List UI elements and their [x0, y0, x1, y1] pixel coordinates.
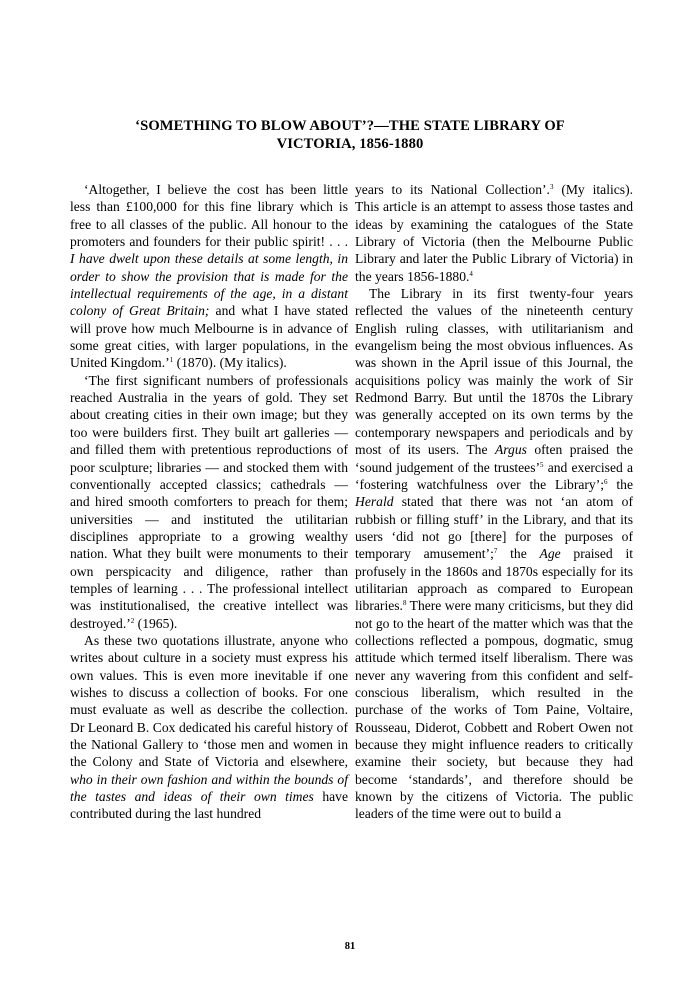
quotation-2 — [70, 372, 348, 632]
body-text: years to its National Collection’. — [355, 182, 550, 197]
body-paragraph — [355, 181, 633, 285]
footnote-ref: 2 — [130, 616, 135, 625]
body-text-cont: (My italics). This article is an attempt to assess those tastes and ideas by examining the catalogues of the State Library of Victoria (then the Melbourne Public Library and later the Public Library of Victoria) in the years 1856-1880. — [355, 182, 633, 284]
body-text: stated that there was not ‘an atom of rubbish or filling stuff’ in the Library, and that its users ‘did not go [there] for the purposes of temporary amusement’; — [355, 494, 633, 562]
footnote-ref: 6 — [604, 477, 608, 486]
body-paragraph — [355, 285, 633, 823]
quotation-2-text: ‘The first significant numbers of professionals reached Australia in the years of gold. They set about creating cities in their own image; but they too were builders first. They built art galleries — and filled them with pretentious reproductions of poor sculpture; libraries — and stocked them with conventionally accepted classics; cathedrals — and hired smooth comforters to preach for them; universities — and instituted the utilitarian disciplines appropriate to a growing wealthy nation. What they built were monuments to their own perspicacity and diligence, rather than temples of learning . . . The professional intellect was institutionalised, the creative intellect was destroyed.’ — [70, 372, 348, 631]
newspaper-title-argus: Argus — [494, 442, 527, 458]
footnote-ref: 7 — [493, 547, 498, 556]
body-text: The Library in its first twenty-four years reflected the values of the nineteenth century English ruling classes, with utilitarianism and evangelism being the most obvious influences. As was shown in the April issue of this Journal, the acquisitions policy was mainly the work of Sir Redmond Barry. But until the 1870s the Library was generally accepted on its own terms by the contemporary newspapers and periodicals and by most of its users. The — [355, 286, 633, 458]
page-number: 81 — [344, 941, 356, 952]
body-text-italic: who in their own fashion and within the bounds of the tastes and ideas of their own times — [70, 771, 348, 805]
body-paragraph — [70, 632, 348, 823]
body-text: As these two quotations illustrate, anyone who writes about culture in a society must express his own values. This is even more inevitable if one wishes to discuss a collection of books. For one must evaluate as well as describe the collection. Dr Leonard B. Cox dedicated his careful history of the National Gallery to ‘those men and women in the Colony and State of Victoria and elsewhere, — [70, 632, 348, 770]
body-text: often praised the ‘sound judgement of the trustees’ — [355, 442, 633, 475]
article-title-line-1: ‘SOMETHING TO BLOW ABOUT’?—THE STATE LIBRARY OF — [135, 118, 565, 134]
quotation-1-text: ‘Altogether, I believe the cost has been little less than £100,000 for this fine library which is free to all classes of the public. All honour to the promoters and founders for their public spirit! . . . — [70, 182, 348, 250]
footnote-ref: 4 — [469, 269, 473, 278]
body-text: the — [607, 476, 633, 492]
body-text-cont: have contributed during the last hundred — [70, 789, 348, 822]
footnote-ref: 3 — [549, 183, 554, 191]
quotation-1-text-cont: and what I have stated will prove how much Melbourne is in advance of some great cities, with larger populations, in the United Kingdom.’ — [70, 303, 348, 371]
quotation-1-italic: I have dwelt upon these details at some length, in order to show the provision that is made for the intellectual requirements of the age, in a distant colony of Great Britain; — [70, 251, 348, 319]
body-text: praised it profusely in the 1860s and 1870s especially for its utilitarian approach as compared to European libraries. — [355, 546, 634, 614]
quotation-1-date: (1870). (My italics). — [173, 355, 287, 371]
newspaper-title-herald: Herald — [355, 494, 394, 510]
quotation-1 — [70, 181, 348, 372]
newspaper-title-age: Age — [539, 546, 561, 562]
body-text: There were many criticisms, but they did not go to the heart of the matter which was that the collections reflected a pompous, dogmatic, smug attitude which termed itself liberalism. There was never any wavering from this confident and self-conscious liberalism, which resulted in the purchase of the works of Tom Paine, Voltaire, Rousseau, Diderot, Cobbett and Robert Owen not because they might influence readers to critically examine their society, but because they had become ‘standards’, and therefore should be known by the citizens of Victoria. The public leaders of the time were out to build a — [355, 598, 633, 822]
footnote-ref: 8 — [402, 599, 407, 608]
footnote-ref: 1 — [169, 356, 174, 365]
quotation-2-date: (1965). — [134, 615, 178, 631]
article-title — [60, 117, 640, 153]
right-column — [355, 181, 633, 823]
article-title-line-2: VICTORIA, 1856-1880 — [276, 136, 424, 152]
footnote-ref: 5 — [540, 460, 544, 469]
body-text: and exercised a ‘fostering watchfulness over the Library’; — [355, 459, 633, 492]
left-column — [70, 181, 348, 823]
body-text: the — [497, 546, 540, 562]
